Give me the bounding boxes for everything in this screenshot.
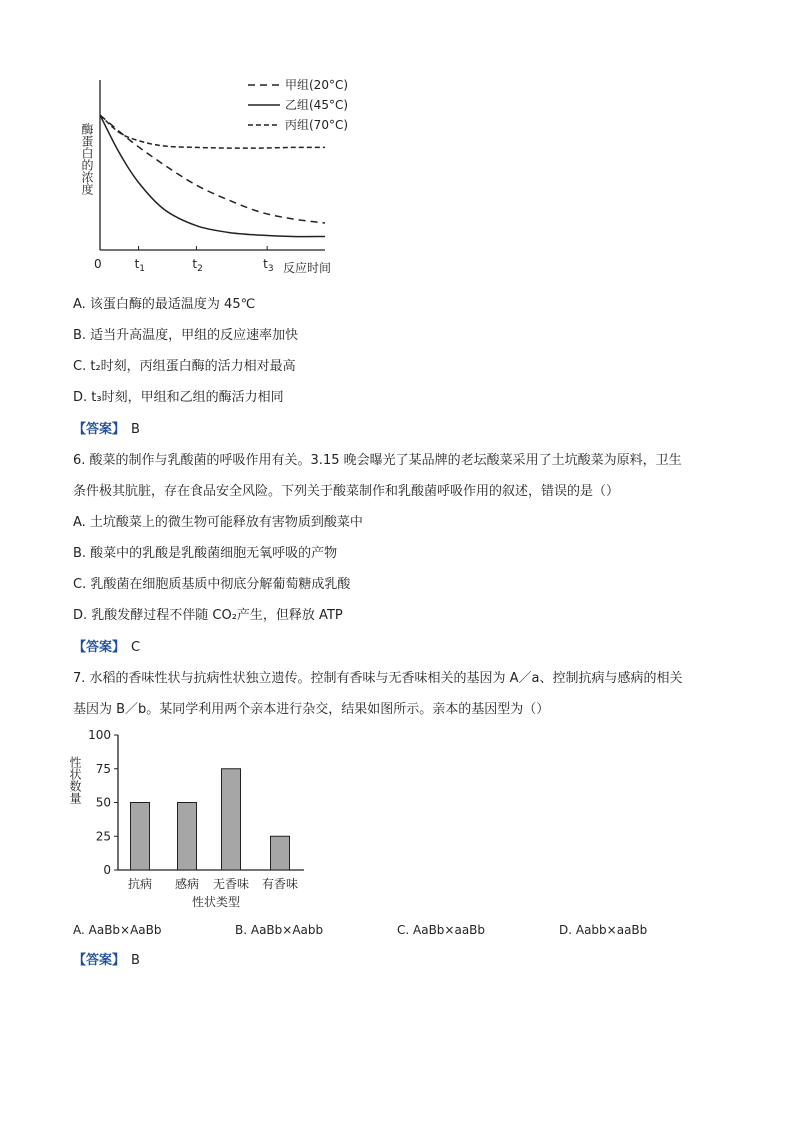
q6-stem-line1: 6. 酸菜的制作与乳酸菌的呼吸作用有关。3.15 晚会曝光了某品牌的老坛酸菜采用了土坑酸菜为原料，卫生 (73, 453, 682, 468)
answer-label: 【答案】 (73, 953, 126, 968)
x-category-label: 有香味 (261, 877, 299, 891)
q7-option-c: C. AaBb×aaBb (397, 923, 486, 937)
q6-option-b: B. 酸菜中的乳酸是乳酸菌细胞无氧呼吸的产物 (73, 546, 338, 561)
bar-1 (178, 803, 197, 871)
bar-chart-ylabel: 性状数量 (68, 756, 82, 804)
x-category-label: 感病 (174, 877, 200, 891)
q5-option-d: D. t₃时刻，甲组和乙组的酶活力相同 (73, 390, 284, 405)
enzyme-concentration-chart (70, 70, 370, 285)
x-axis-label: 性状类型 (191, 895, 241, 909)
bar-2 (222, 769, 241, 870)
q7-stem-line2: 基因为 B／b。某同学利用两个亲本进行杂交，结果如图所示。亲本的基因型为（） (73, 702, 550, 717)
answer-value: B (131, 953, 140, 968)
bar-3 (271, 836, 290, 870)
y-tick-label: 25 (95, 829, 111, 844)
q5-option-a: A. 该蛋白酶的最适温度为 45℃ (73, 297, 256, 312)
q5-answer (73, 420, 140, 440)
x-category-label: 无香味 (212, 877, 250, 891)
legend-label: 甲组(20°C) (285, 78, 349, 92)
answer-label: 【答案】 (73, 640, 126, 655)
q6-option-d: D. 乳酸发酵过程不伴随 CO₂产生，但释放 ATP (73, 608, 343, 623)
trait-count-bar-chart (70, 728, 320, 913)
x-tick-label: $t_3$ (263, 257, 274, 274)
q5-option-b: B. 适当升高温度，甲组的反应速率加快 (73, 328, 299, 343)
x-tick-label: $t_1$ (134, 257, 146, 274)
y-tick-label: 0 (103, 863, 111, 877)
x-tick-label: $t_2$ (192, 257, 203, 274)
answer-label: 【答案】 (73, 422, 126, 437)
y-tick-label: 50 (95, 795, 111, 810)
answer-value: C (131, 640, 141, 655)
bar-0 (131, 803, 150, 871)
q7-option-a: A. AaBb×AaBb (73, 923, 162, 937)
q5-option-c: C. t₂时刻，丙组蛋白酶的活力相对最高 (73, 359, 296, 374)
answer-value: B (131, 422, 140, 437)
q6-answer (73, 638, 140, 658)
q7-answer (73, 951, 140, 971)
q6-option-c: C. 乳酸菌在细胞质基质中彻底分解葡萄糖成乳酸 (73, 577, 351, 592)
y-tick-label: 75 (95, 761, 111, 776)
q7-options (73, 920, 753, 940)
q7-option-d: D. Aabb×aaBb (559, 923, 648, 937)
x-tick-subscript: 3 (267, 264, 274, 274)
legend-label: 丙组(70°C) (285, 118, 349, 132)
y-tick-label: 100 (88, 728, 111, 742)
q7-option-b: B. AaBb×Aabb (235, 923, 324, 937)
line-chart-ylabel: 酶蛋白的浓度 (80, 123, 94, 195)
origin-label: 0 (94, 257, 102, 271)
x-category-label: 抗病 (127, 877, 153, 891)
q6-option-a: A. 土坑酸菜上的微生物可能释放有害物质到酸菜中 (73, 515, 363, 530)
x-tick-subscript: 2 (197, 264, 203, 274)
x-axis-label: 反应时间 (283, 261, 332, 275)
legend-label: 乙组(45°C) (285, 98, 349, 112)
q7-stem-line1: 7. 水稻的香味性状与抗病性状独立遗传。控制有香味与无香味相关的基因为 A／a、控制抗病与感病的相关 (73, 671, 683, 686)
q6-stem-line2: 条件极其肮脏，存在食品安全风险。下列关于酸菜制作和乳酸菌呼吸作用的叙述，错误的是（） (73, 484, 620, 499)
x-tick-subscript: 1 (139, 264, 146, 274)
